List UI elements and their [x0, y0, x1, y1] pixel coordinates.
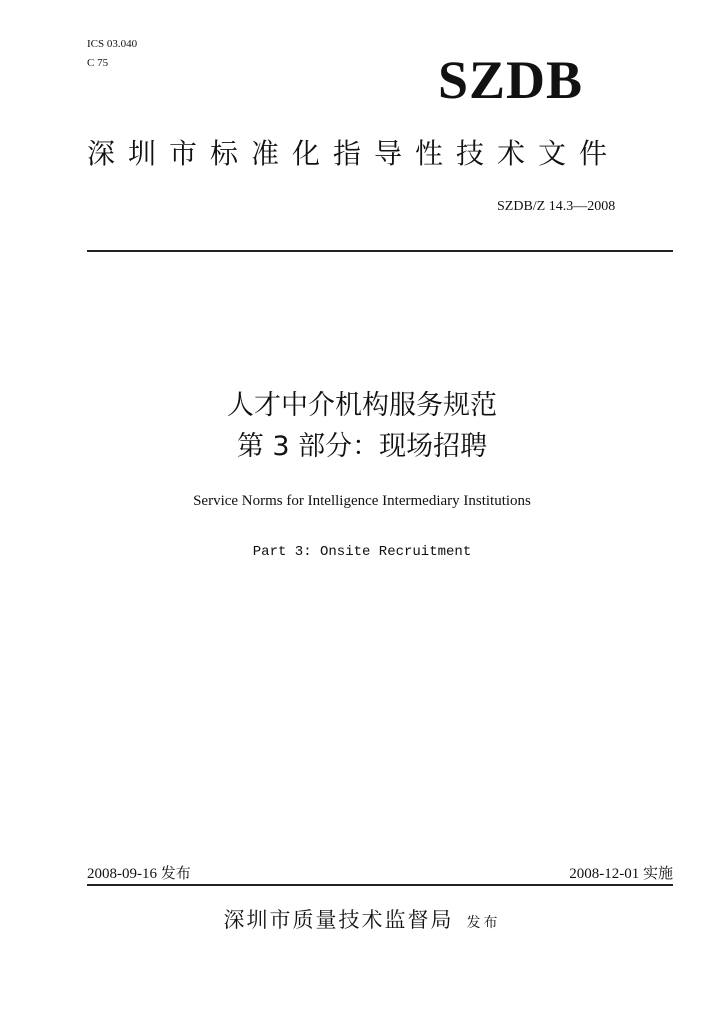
issue-date: 2008-09-16 发布	[87, 866, 191, 882]
title-english-main: Service Norms for Intelligence Intermediary Institutions	[193, 493, 531, 509]
title-chinese-part: 第 3 部分：现场招聘	[236, 431, 488, 462]
publisher-name: 深圳市质量技术监督局	[223, 908, 454, 932]
document-type-heading: 深圳市标准化指导性技术文件	[87, 137, 621, 170]
standard-brand-logo: SZDB	[438, 50, 584, 110]
top-divider	[87, 250, 673, 252]
publisher-line	[0, 905, 724, 938]
title-chinese-main: 人才中介机构服务规范	[227, 390, 497, 421]
bottom-divider	[87, 884, 673, 886]
title-english-part: Part 3: Onsite Recruitment	[252, 544, 472, 560]
standard-number: SZDB/Z 14.3—2008	[497, 199, 616, 214]
publish-label: 发布	[466, 915, 501, 931]
implementation-date: 2008-12-01 实施	[569, 866, 673, 882]
classification-code: C 75	[87, 57, 109, 69]
ics-code: ICS 03.040	[87, 38, 138, 50]
